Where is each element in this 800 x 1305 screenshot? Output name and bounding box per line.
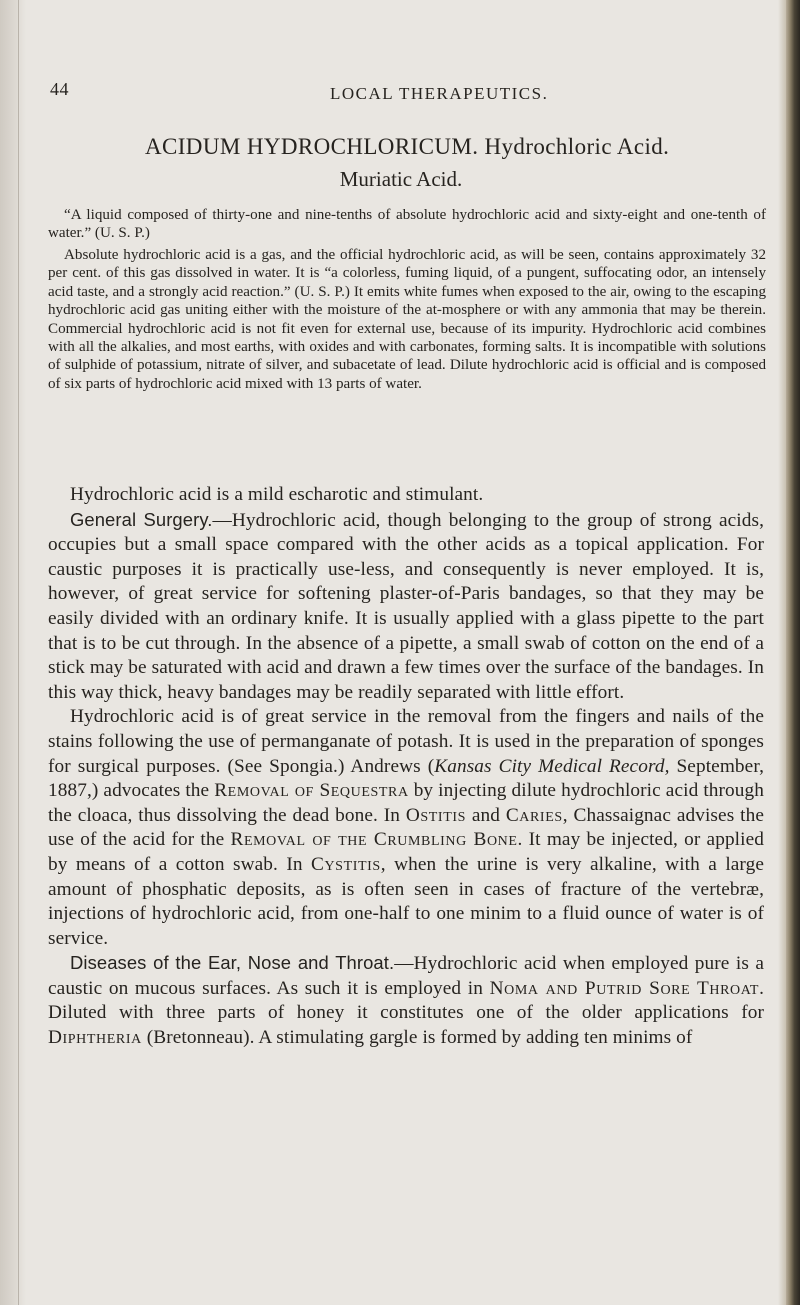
paragraph-text: Hydrochloric acid is of great service in the removal from the fingers and nails of the stains following the use of permanganate of potash. It is used in the preparation of sponges for surgical purposes. (See Spongia.) Andrews (: [48, 706, 764, 777]
definition-text-1: “A liquid composed of thirty-one and nine-tenths of absolute hydrochloric acid and sixty-eight and one-tenth of water.” (U. S. P.): [48, 207, 766, 242]
ent-heading: Diseases of the Ear, Nose and Throat.: [70, 952, 395, 974]
general-surgery-text: —Hydrochloric acid, though belonging to the group of strong acids, occupies but a small space compared with the other acids as a topical application. For caustic purposes it is practically use-less, and consequently is never employed. It is, however, of great service for softening plaster-of-Paris bandages, so that they may be easily divided with an ordinary knife. It is usually applied with a glass pipette to the part that is to be cut through. In the absence of a pipette, a small swab of cotton on the end of a stick may be saturated with acid and drawn a few times over the surface of the bandages. In this way thick, heavy bandages may be readily separated with little effort.: [48, 509, 764, 703]
main-body: [48, 483, 764, 1051]
paragraph-text: —Hydrochloric acid when employed pure is a caustic on mucous surfaces. As such it is employed in: [48, 953, 765, 999]
term-ostitis: Ostitis: [405, 804, 466, 826]
running-head: LOCAL THERAPEUTICS.: [330, 84, 549, 103]
intro-paragraph: Hydrochloric acid is a mild escharotic and stimulant.: [70, 484, 484, 505]
page-number: 44: [50, 79, 69, 99]
paragraph-text: September, 1887,) advocates the: [48, 755, 764, 802]
paragraph-text: by injecting dilute hydrochloric acid through the cloaca, thus dissolving the dead bone. In: [48, 780, 764, 826]
definition-paragraph-2: [48, 246, 766, 393]
definition-text-2: Absolute hydrochloric acid is a gas, and the official hydrochloric acid, as will be seen, contains approximately 32 per cent. of this gas dissolved in water. It is “a colorless, fuming liquid, of a pungent, suffocating odor, an intensely acid taste, and a strongly acid reaction.” (U. S. P.) It emits white fumes when exposed to the air, owing to the escaping hydrochloric acid gas uniting either with the moisture of the at-mosphere or with any ammonia that may be therein. Commercial hydrochloric acid is not fit even for external use, because of its impurity. Hydrochloric acid combines with all the alkalies, and most earths, with oxides and with carbonates, forming salts. It is incompatible with solutions of sulphide of potassium, nitrate of silver, and subacetate of lead. Dilute hydrochloric acid is official and is composed of six parts of hydrochloric acid mixed with 13 parts of water.: [48, 247, 766, 392]
paragraph-text: (Bretonneau). A stimulating gargle is formed by adding ten minims of: [141, 1027, 693, 1049]
paragraph-text: and: [466, 804, 506, 826]
term-cystitis: Cystitis: [311, 853, 381, 875]
general-surgery-heading: General Surgery.: [70, 508, 213, 530]
paragraph-text: . It may be injected, or applied by means of a cotton swab. In: [48, 829, 764, 875]
article-title: ACIDUM HYDROCHLORICUM. Hydrochloric Acid.: [145, 134, 670, 159]
journal-title: Kansas City Medical Record,: [434, 755, 670, 777]
stains-paragraph: [48, 705, 764, 951]
general-surgery-paragraph: [48, 508, 764, 706]
term-caries: Caries: [505, 804, 563, 826]
right-book-edge: [786, 0, 800, 1305]
paragraph-text: . Diluted with three parts of honey it constitutes one of the older applications for: [48, 977, 764, 1024]
ent-paragraph: [48, 951, 764, 1050]
term-diphtheria: Diphtheria: [48, 1027, 142, 1049]
paragraph-text: , Chassaignac advises the use of the acid for the: [48, 804, 764, 851]
term-removal-of-crumbling-bone: Removal of the Crumbling Bone: [230, 829, 518, 851]
term-removal-of-sequestra: Removal of Sequestra: [214, 780, 409, 802]
term-noma-putrid-sore-throat: Noma and Putrid Sore Throat: [489, 977, 760, 999]
article-subtitle: Muriatic Acid.: [339, 167, 463, 191]
definition-paragraph-1: [48, 206, 766, 243]
paragraph-text: , when the urine is very alkaline, with a large amount of phosphatic deposits, as is often seen in cases of fracture of the vertebræ, injections of hydrochloric acid, from one-half to one minim to a fluid ounce of water is of service.: [48, 853, 765, 949]
